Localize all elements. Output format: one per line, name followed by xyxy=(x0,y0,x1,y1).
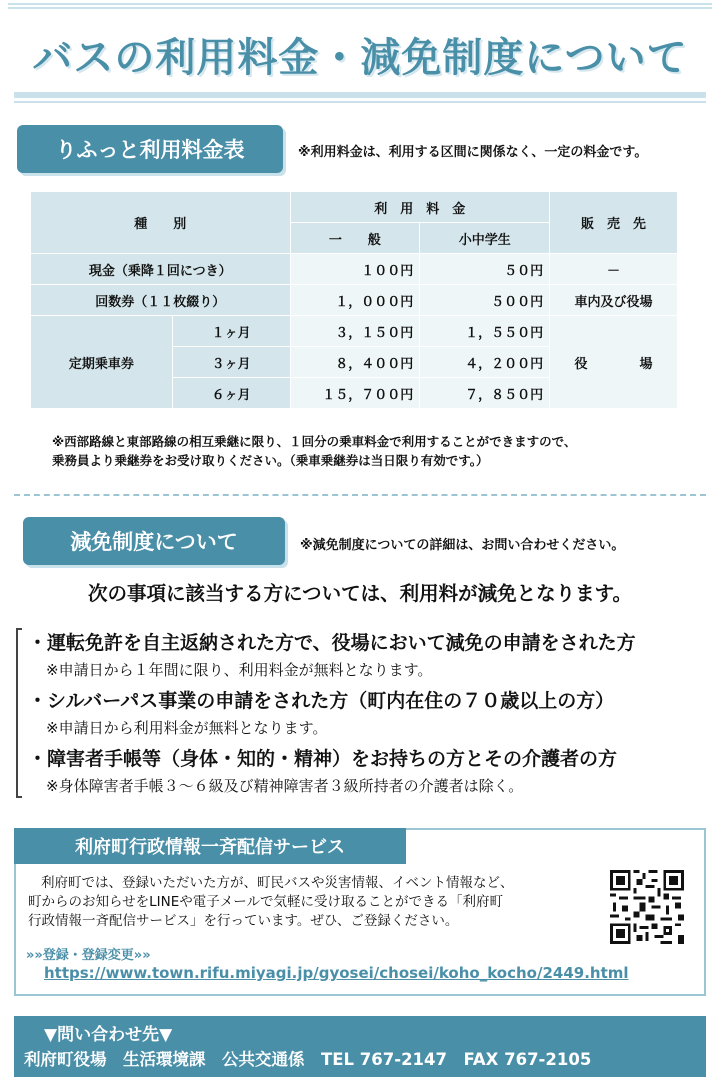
general-fare: １５，７００円 xyxy=(290,378,420,409)
reduction-lead: 次の事項に該当する方については、利用料が減免となります。 xyxy=(87,582,633,605)
transfer-footnote-line1: ※西部路線と東部路線の相互乗継に限り、１回分の乗車料金で利用することができますので、 xyxy=(52,434,577,449)
table-row xyxy=(31,285,678,316)
register-link[interactable]: https://www.town.rifu.miyagi.jp/gyosei/chosei/koho_kocho/2449.html xyxy=(44,964,629,982)
table-header-row xyxy=(31,192,678,223)
header-general: 一 般 xyxy=(290,223,420,254)
list-item: ・障害者手帳等（身体・知的・精神）をお持ちの方とその介護者の方 xyxy=(28,748,618,770)
row-type: 現金（乗降１回につき） xyxy=(31,254,291,285)
header-student: 小中学生 xyxy=(420,223,550,254)
page-title: バスの利用料金・減免制度について xyxy=(32,35,688,81)
row-type: 回数券（１１枚綴り） xyxy=(31,285,291,316)
sales-location: － xyxy=(550,254,678,285)
general-fare: ８，４００円 xyxy=(290,347,420,378)
reduction-section-note: ※減免制度についての詳細は、お問い合わせください。 xyxy=(300,538,625,553)
list-item-note: ※身体障害者手帳３～６級及び精神障害者３級所持者の介護者は除く。 xyxy=(46,777,524,795)
student-fare: ５０円 xyxy=(420,254,550,285)
list-item-note: ※申請日から利用料金が無料となります。 xyxy=(46,719,328,737)
fare-section-heading: りふっと利用料金表 xyxy=(17,125,283,173)
list-item: ・運転免許を自主返納された方で、役場において減免の申請をされた方 xyxy=(28,632,636,654)
info-box-text xyxy=(28,874,598,931)
period: ３ヶ月 xyxy=(172,347,290,378)
list-bracket xyxy=(16,628,22,798)
general-fare: ３，１５０円 xyxy=(290,316,420,347)
list-item-note: ※申請日から１年間に限り、利用料金が無料となります。 xyxy=(46,661,433,679)
info-text-line3: 行政情報一斉配信サービス」を行っています。ぜひ、ご登録ください。 xyxy=(28,913,459,929)
section-divider xyxy=(14,494,706,496)
table-row xyxy=(31,316,678,347)
info-text-line2: 町からのお知らせをLINEや電子メールで気軽に受け取ることができる「利府町 xyxy=(28,894,503,910)
transfer-footnote xyxy=(52,432,692,470)
student-fare: １，５５０円 xyxy=(420,316,550,347)
header-sales: 販 売 先 xyxy=(550,192,678,254)
sales-location: 車内及び役場 xyxy=(550,285,678,316)
fare-table xyxy=(30,191,678,409)
transfer-footnote-line2: 乗務員より乗継券をお受け取りください。（乗車乗継券は当日限り有効です。） xyxy=(52,453,489,468)
commuter-label: 定期乗車券 xyxy=(31,316,173,409)
period: ６ヶ月 xyxy=(172,378,290,409)
header-type: 種 別 xyxy=(31,192,291,254)
general-fare: １００円 xyxy=(290,254,420,285)
commuter-sales: 役 場 xyxy=(550,316,678,409)
fare-section-note: ※利用料金は、利用する区間に関係なく、一定の料金です。 xyxy=(298,145,648,160)
student-fare: ５００円 xyxy=(420,285,550,316)
title-rule xyxy=(14,92,706,98)
top-decoration xyxy=(0,0,720,10)
reduction-section-heading: 減免制度について xyxy=(23,517,285,565)
header-fare: 利 用 料 金 xyxy=(290,192,550,223)
list-item: ・シルバーパス事業の申請をされた方（町内在住の７０歳以上の方） xyxy=(28,690,615,712)
reduction-list xyxy=(28,628,718,802)
info-box-heading: 利府町行政情報一斉配信サービス xyxy=(14,828,406,864)
table-row xyxy=(31,254,678,285)
student-fare: ４，２００円 xyxy=(420,347,550,378)
period: １ヶ月 xyxy=(172,316,290,347)
contact-title: ▼問い合わせ先▼ xyxy=(44,1025,173,1045)
contact-details: 利府町役場 生活環境課 公共交通係 TEL 767-2147 FAX 767-2105 xyxy=(24,1050,592,1069)
student-fare: ７，８５０円 xyxy=(420,378,550,409)
general-fare: １，０００円 xyxy=(290,285,420,316)
info-text-line1: 利府町では、登録いただいた方が、町民バスや災害情報、イベント情報など、 xyxy=(41,875,514,891)
qr-code-icon[interactable] xyxy=(610,870,684,944)
contact-bar xyxy=(14,1016,706,1077)
register-label: »»登録・登録変更»» xyxy=(26,948,151,963)
title-rule-thin xyxy=(14,101,706,103)
